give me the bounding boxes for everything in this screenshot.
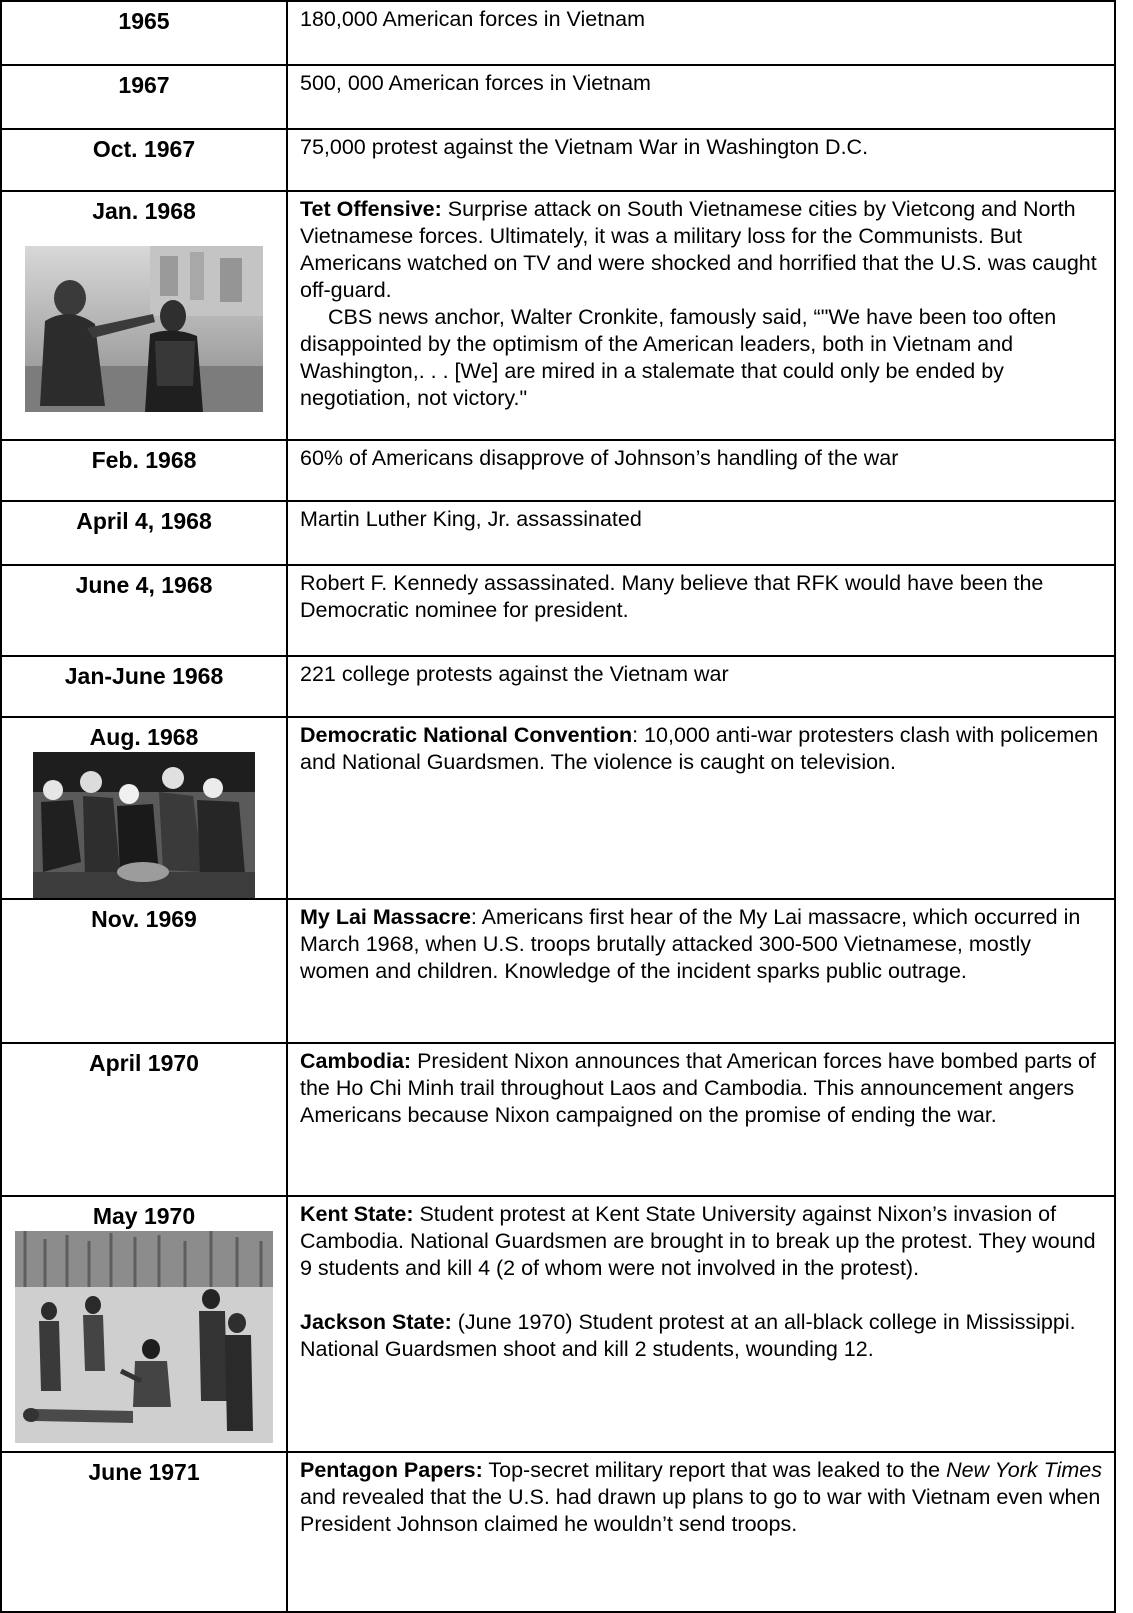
event-text: 221 college protests against the Vietnam war: [300, 662, 729, 686]
event-text-2: and revealed that the U.S. had drawn up plans to go to war with Vietnam even when President Johnson claimed he wouldn’t send troops.: [300, 1485, 1101, 1536]
date-cell: [1, 65, 287, 129]
date-label: April 1970: [89, 1050, 199, 1076]
event-text: Student protest at Kent State University against Nixon’s invasion of Cambodia. National Guardsmen are brought in to break up the protest. They wound 9 students and kill 4 (2 of whom were not involved in the protest).: [300, 1202, 1096, 1280]
event-italic: New York Times: [946, 1458, 1102, 1482]
event-cell: [287, 440, 1115, 501]
event-title: Kent State:: [300, 1202, 414, 1226]
event-text: Surprise attack on South Vietnamese cities by Vietcong and North Vietnamese forces. Ultimately, it was a military loss for the Communists. But Americans watched on TV and were shocked and horrified that the U.S. was caught off-guard.: [300, 197, 1097, 302]
event-quote: CBS news anchor, Walter Cronkite, famously said, “"We have been too often disappointed by the optimism of the American leaders, both in Vietnam and Washington,. . . [We] are mired in a stalemate that could only be ended by negotiation, not victory.": [300, 305, 1057, 410]
date-cell: [1, 440, 287, 501]
date-cell: [1, 565, 287, 656]
date-cell: [1, 1043, 287, 1196]
event-text-2: (June 1970) Student protest at an all-black college in Mississippi. National Guardsmen shoot and kill 2 students, wounding 12.: [300, 1310, 1076, 1361]
date-cell: [1, 129, 287, 191]
timeline-row: [1, 1, 1115, 65]
date-label: May 1970: [92, 1203, 196, 1229]
timeline-row: [1, 501, 1115, 565]
date-cell: [1, 899, 287, 1043]
event-cell: [287, 899, 1115, 1043]
date-cell: [1, 1452, 287, 1612]
event-text: 180,000 American forces in Vietnam: [300, 7, 645, 31]
tet-execution-photo: [25, 246, 263, 412]
timeline-row: [1, 129, 1115, 191]
event-text: : Americans first hear of the My Lai massacre, which occurred in March 1968, when U.S. troops brutally attacked 300-500 Vietnamese, mostly women and children. Knowledge of the incident sparks public outrage.: [300, 905, 1081, 983]
kent-state-photo: [15, 1231, 273, 1443]
timeline-row: [1, 565, 1115, 656]
date-cell: [1, 656, 287, 717]
date-label: June 1971: [88, 1459, 200, 1485]
date-label: 1967: [118, 72, 170, 98]
event-cell: [287, 717, 1115, 899]
event-title: Tet Offensive:: [300, 197, 442, 221]
timeline-row: [1, 1043, 1115, 1196]
event-title: Cambodia:: [300, 1049, 412, 1073]
timeline-row: [1, 656, 1115, 717]
event-text: 75,000 protest against the Vietnam War in Washington D.C.: [300, 135, 869, 159]
date-label: Jan. 1968: [92, 198, 196, 224]
date-label: Oct. 1967: [92, 136, 196, 162]
convention-clash-photo: [33, 752, 255, 898]
timeline-row: [1, 440, 1115, 501]
date-cell: [1, 1196, 287, 1452]
date-label: Nov. 1969: [91, 906, 197, 932]
event-text: Top-secret military report that was leaked to the: [482, 1458, 947, 1482]
event-cell: [287, 501, 1115, 565]
date-label: June 4, 1968: [75, 572, 213, 598]
event-title-2: Jackson State:: [300, 1310, 452, 1334]
timeline-row: [1, 1196, 1115, 1452]
timeline-row: [1, 65, 1115, 129]
date-cell: [1, 1, 287, 65]
date-cell: [1, 501, 287, 565]
event-title: Democratic National Convention: [300, 723, 633, 747]
date-cell: [1, 717, 287, 899]
date-label: Aug. 1968: [89, 724, 199, 750]
event-cell: [287, 1196, 1115, 1452]
event-text: Martin Luther King, Jr. assassinated: [300, 507, 642, 531]
date-cell: [1, 191, 287, 440]
event-cell: [287, 565, 1115, 656]
date-label: April 4, 1968: [76, 508, 212, 534]
event-text: President Nixon announces that American forces have bombed parts of the Ho Chi Minh trail throughout Laos and Cambodia. This announcement angers Americans because Nixon campaigned on the promise of ending the war.: [300, 1049, 1096, 1127]
timeline-row: [1, 899, 1115, 1043]
event-title: My Lai Massacre: [300, 905, 471, 929]
event-cell: [287, 1, 1115, 65]
event-title: Pentagon Papers:: [300, 1458, 483, 1482]
date-label: 1965: [118, 8, 170, 34]
event-text: 500, 000 American forces in Vietnam: [300, 71, 651, 95]
event-cell: [287, 1043, 1115, 1196]
event-cell: [287, 1452, 1115, 1612]
event-cell: [287, 65, 1115, 129]
event-cell: [287, 191, 1115, 440]
event-text: : 10,000 anti-war protesters clash with policemen and National Guardsmen. The violence is caught on television.: [300, 723, 1099, 774]
event-cell: [287, 129, 1115, 191]
timeline-row: [1, 717, 1115, 899]
event-text: Robert F. Kennedy assassinated. Many believe that RFK would have been the Democratic nominee for president.: [300, 571, 1044, 622]
date-label: Feb. 1968: [91, 447, 197, 473]
date-label: Jan-June 1968: [64, 663, 224, 689]
timeline-row: [1, 1452, 1115, 1612]
event-cell: [287, 656, 1115, 717]
timeline-row: [1, 191, 1115, 440]
event-text: 60% of Americans disapprove of Johnson’s handling of the war: [300, 446, 899, 470]
